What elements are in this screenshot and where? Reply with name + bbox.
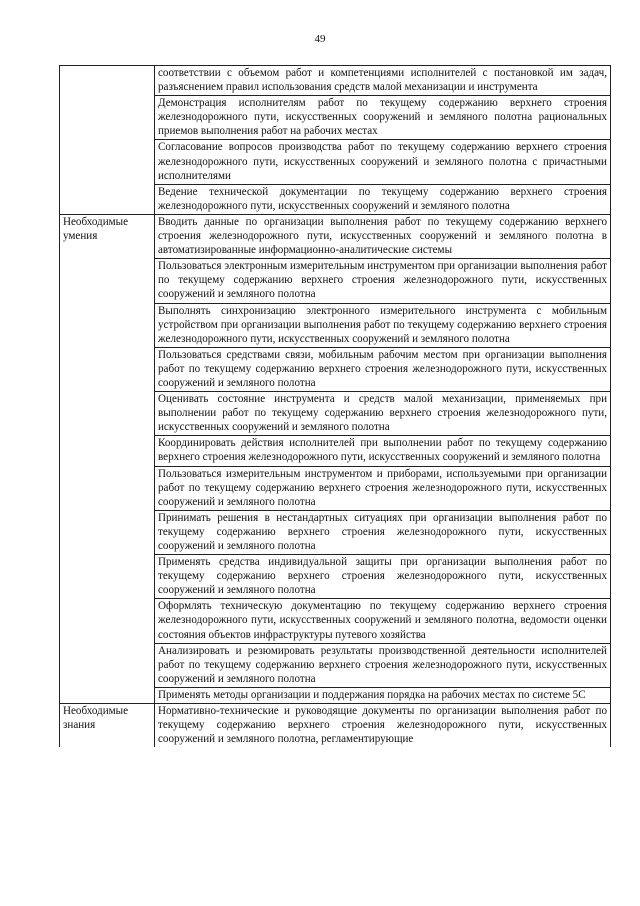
requirement-cell: Применять средства индивидуальной защиты при организации выполнения работ по текущему содержанию верхнего строения железнодорожного пути, искусственных сооружений и земляного полотна <box>155 555 611 599</box>
table-row <box>60 214 611 258</box>
requirement-cell: Пользоваться электронным измерительным инструментом при организации выполнения работ по текущему содержанию верхнего строения железнодорожного пути, искусственных сооружений и земляного полотна <box>155 259 611 303</box>
requirement-cell: Координировать действия исполнителей при выполнении работ по текущему содержанию верхнего строения железнодорожного пути, искусственных сооружений и земляного полотна <box>155 436 611 466</box>
table-row <box>60 704 611 748</box>
requirement-cell: Демонстрация исполнителям работ по текущему содержанию верхнего строения железнодорожного пути, искусственных сооружений и земляного полотна рациональных приемов выполнения работ на рабочих местах <box>155 96 611 140</box>
requirement-cell: Пользоваться средствами связи, мобильным рабочим местом при организации выполнения работ по текущему содержанию верхнего строения железнодорожного пути, искусственных сооружений и земляного полотна <box>155 347 611 391</box>
requirement-cell: Ведение технической документации по текущему содержанию верхнего строения железнодорожного пути, искусственных сооружений и земляного полотна <box>155 184 611 214</box>
requirement-cell: Нормативно-технические и руководящие документы по организации выполнения работ по текущему содержанию верхнего строения железнодорожного пути, искусственных сооружений и земляного полотна, регламентирующие <box>155 704 611 748</box>
requirement-cell: Согласование вопросов производства работ по текущему содержанию верхнего строения железнодорожного пути, искусственных сооружений и земляного полотна с причастными исполнителями <box>155 140 611 184</box>
requirement-cell: Принимать решения в нестандартных ситуациях при организации выполнения работ по текущему содержанию верхнего строения железнодорожного пути, искусственных сооружений и земляного полотна <box>155 510 611 554</box>
requirement-cell: Анализировать и резюмировать результаты производственной деятельности исполнителей работ по текущему содержанию верхнего строения железнодорожного пути, искусственных сооружений и земляного полотна <box>155 643 611 687</box>
section-label: Необходимые умения <box>60 214 155 703</box>
section-label <box>60 66 155 215</box>
requirement-cell: Оценивать состояние инструмента и средств малой механизации, применяемых при выполнении работ по текущему содержанию верхнего строения железнодорожного пути, искусственных сооружений и земляного полотна <box>155 392 611 436</box>
table-row <box>60 66 611 96</box>
page-number: 49 <box>314 33 326 45</box>
requirement-cell: Выполнять синхронизацию электронного измерительного инструмента с мобильным устройством при организации выполнения работ по текущему содержанию верхнего строения железнодорожного пути, искусственных сооружений и земляного полотна <box>155 303 611 347</box>
requirement-cell: Оформлять техническую документацию по текущему содержанию верхнего строения железнодорожного пути, искусственных сооружений и земляного полотна, ведомости оценки состояния объектов инфраструктуры путевого хозяйства <box>155 599 611 643</box>
section-label: Необходимые знания <box>60 704 155 748</box>
competency-table <box>59 65 611 747</box>
requirement-cell: Пользоваться измерительным инструментом и приборами, используемыми при организации работ по текущему содержанию верхнего строения железнодорожного пути, искусственных сооружений и земляного полотна <box>155 466 611 510</box>
requirement-cell: Применять методы организации и поддержания порядка на рабочих местах по системе 5С <box>155 687 611 703</box>
requirement-cell: Вводить данные по организации выполнения работ по текущему содержанию верхнего строения железнодорожного пути, искусственных сооружений и земляного полотна в автоматизированные информационно-аналитические системы <box>155 214 611 258</box>
requirement-cell: соответствии с объемом работ и компетенциями исполнителей с постановкой им задач, разъяснением правил использования средств малой механизации и инструмента <box>155 66 611 96</box>
